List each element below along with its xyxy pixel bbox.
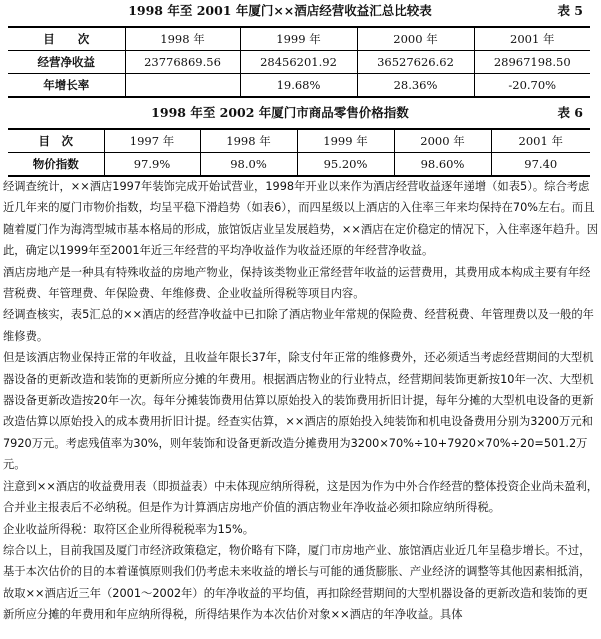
paragraph: 企业收益所得税：取符区企业所得税税率为15%。 bbox=[3, 522, 255, 536]
paragraph: 经调查核实，表5汇总的××酒店的经营净收益中已扣除了酒店物业年常规的保险费、经营税费、年管理费以及一般的年维修费。 bbox=[3, 308, 594, 343]
table5-header-row bbox=[8, 27, 590, 51]
table5-header-cell: 目 次 bbox=[8, 27, 125, 51]
table5-header-cell: 2000 年 bbox=[357, 27, 474, 51]
table6-row-label: 物价指数 bbox=[8, 153, 104, 177]
table5-row-label: 经营净收益 bbox=[8, 51, 125, 74]
body-text bbox=[3, 176, 599, 626]
table5-cell: 28456201.92 bbox=[240, 51, 357, 74]
table6-title: 1998 年至 2002 年厦门市商品零售价格指数 bbox=[151, 105, 409, 120]
table5-header-cell: 2001 年 bbox=[474, 27, 590, 51]
table5-number: 表 5 bbox=[557, 3, 583, 18]
table6-header-cell: 目 次 bbox=[8, 129, 104, 153]
table6-cell: 97.40 bbox=[491, 153, 590, 177]
table6-header-cell: 2001 年 bbox=[491, 129, 590, 153]
table6-header-cell: 2000 年 bbox=[394, 129, 491, 153]
table5-cell: 28.36% bbox=[357, 74, 474, 98]
table5-cell bbox=[125, 74, 240, 98]
table5-cell: 36527626.62 bbox=[357, 51, 474, 74]
paragraph: 但是该酒店物业保持正常的年收益，且收益年限长37年，除支付年正常的维修费外，还必须适当考虑经营期间的大型机器设备的更新改造和装饰的更新所应分摊的年费用。根据酒店物业的行业特点，经营期间装饰更新按10年一次、大型机器设备更新改造按20年一次。每年分摊装饰费用估算以原始投入的装饰费用折旧计提，每年分摊的大型机电设备的更新改造估算以原始投入的成本费用折旧计提。经查实估算，××酒店的原始投入纯装饰和机电设备费用分别为3200万元和7920万元。考虑残值率为30%，则年装饰和设备更新改造分摊费用为3200×70%÷10+7920×70%÷20=501.2万元。 bbox=[3, 351, 594, 472]
table6 bbox=[8, 128, 590, 177]
table6-cell: 95.20% bbox=[297, 153, 394, 177]
table-row bbox=[8, 74, 590, 98]
table6-header-cell: 1997 年 bbox=[104, 129, 200, 153]
table5-cell: -20.70% bbox=[474, 74, 590, 98]
paragraph: 注意到××酒店的收益费用表（即损益表）中未体现应纳所得税，这是因为作为中外合作经营的整体投资企业尚未盈利，合并业主报表后不必纳税。但是作为计算酒店房地产价值的酒店物业年净收益必须扣除应纳所得税。 bbox=[3, 479, 599, 515]
table5-header-cell: 1998 年 bbox=[125, 27, 240, 51]
table6-cell: 98.60% bbox=[394, 153, 491, 177]
paragraph: 综合以上，目前我国及厦门市经济政策稳定，物价略有下降，厦门市房地产业、旅馆酒店业近几年呈稳步增长。不过，基于本次估价的目的本着谨慎原则我们仍考虑未来收益的增长与可能的通货膨胀、产业经济的调整等其他因素相抵消，故取××酒店近三年（2001～2002年）的年净收益的平均值，再扣除经营期间的大型机器设备的更新改造和装饰的更新所应分摊的年费用和年应纳所得税，所得结果作为本次估价对象××酒店的年净收益。具体 bbox=[3, 543, 591, 622]
table5-title: 1998 年至 2001 年厦门××酒店经营收益汇总比较表 bbox=[128, 3, 432, 18]
table5-header-cell: 1999 年 bbox=[240, 27, 357, 51]
table5-cell: 23776869.56 bbox=[125, 51, 240, 74]
table-row bbox=[8, 153, 590, 177]
paragraph: 经调查统计，××酒店1997年装饰完成开始试营业，1998年开业以来作为酒店经营收益逐年递增（如表5）。综合考虑近几年来的厦门市物价指数，均呈平稳下滑趋势（如表6），而四星级以上酒店的入住率三年来均保持在70%左右。而且随着厦门作为海湾型城市基本格局的形成，旅馆饭店业呈发展趋势，××酒店在定价稳定的情况下，入住率逐年趋升。因此，确定以1999年至2001年近三年经营的平均净收益作为收益还原的年经营净收益。 bbox=[3, 180, 599, 258]
table5-row-label: 年增长率 bbox=[8, 74, 125, 98]
table5 bbox=[8, 26, 590, 98]
table5-cell: 19.68% bbox=[240, 74, 357, 98]
table6-number: 表 6 bbox=[557, 105, 583, 120]
table6-header-cell: 1998 年 bbox=[200, 129, 297, 153]
paragraph: 酒店房地产是一种具有特殊收益的房地产物业，保持该类物业正常经营年收益的运营费用，其费用成本构成主要有年经营税费、年管理费、年保险费、年维修费、企业收益所得税等项目内容。 bbox=[3, 265, 591, 301]
table6-header-cell: 1999 年 bbox=[297, 129, 394, 153]
table6-header-row bbox=[8, 129, 590, 153]
table6-cell: 97.9% bbox=[104, 153, 200, 177]
table5-cell: 28967198.50 bbox=[474, 51, 590, 74]
table6-cell: 98.0% bbox=[200, 153, 297, 177]
table-row bbox=[8, 51, 590, 74]
